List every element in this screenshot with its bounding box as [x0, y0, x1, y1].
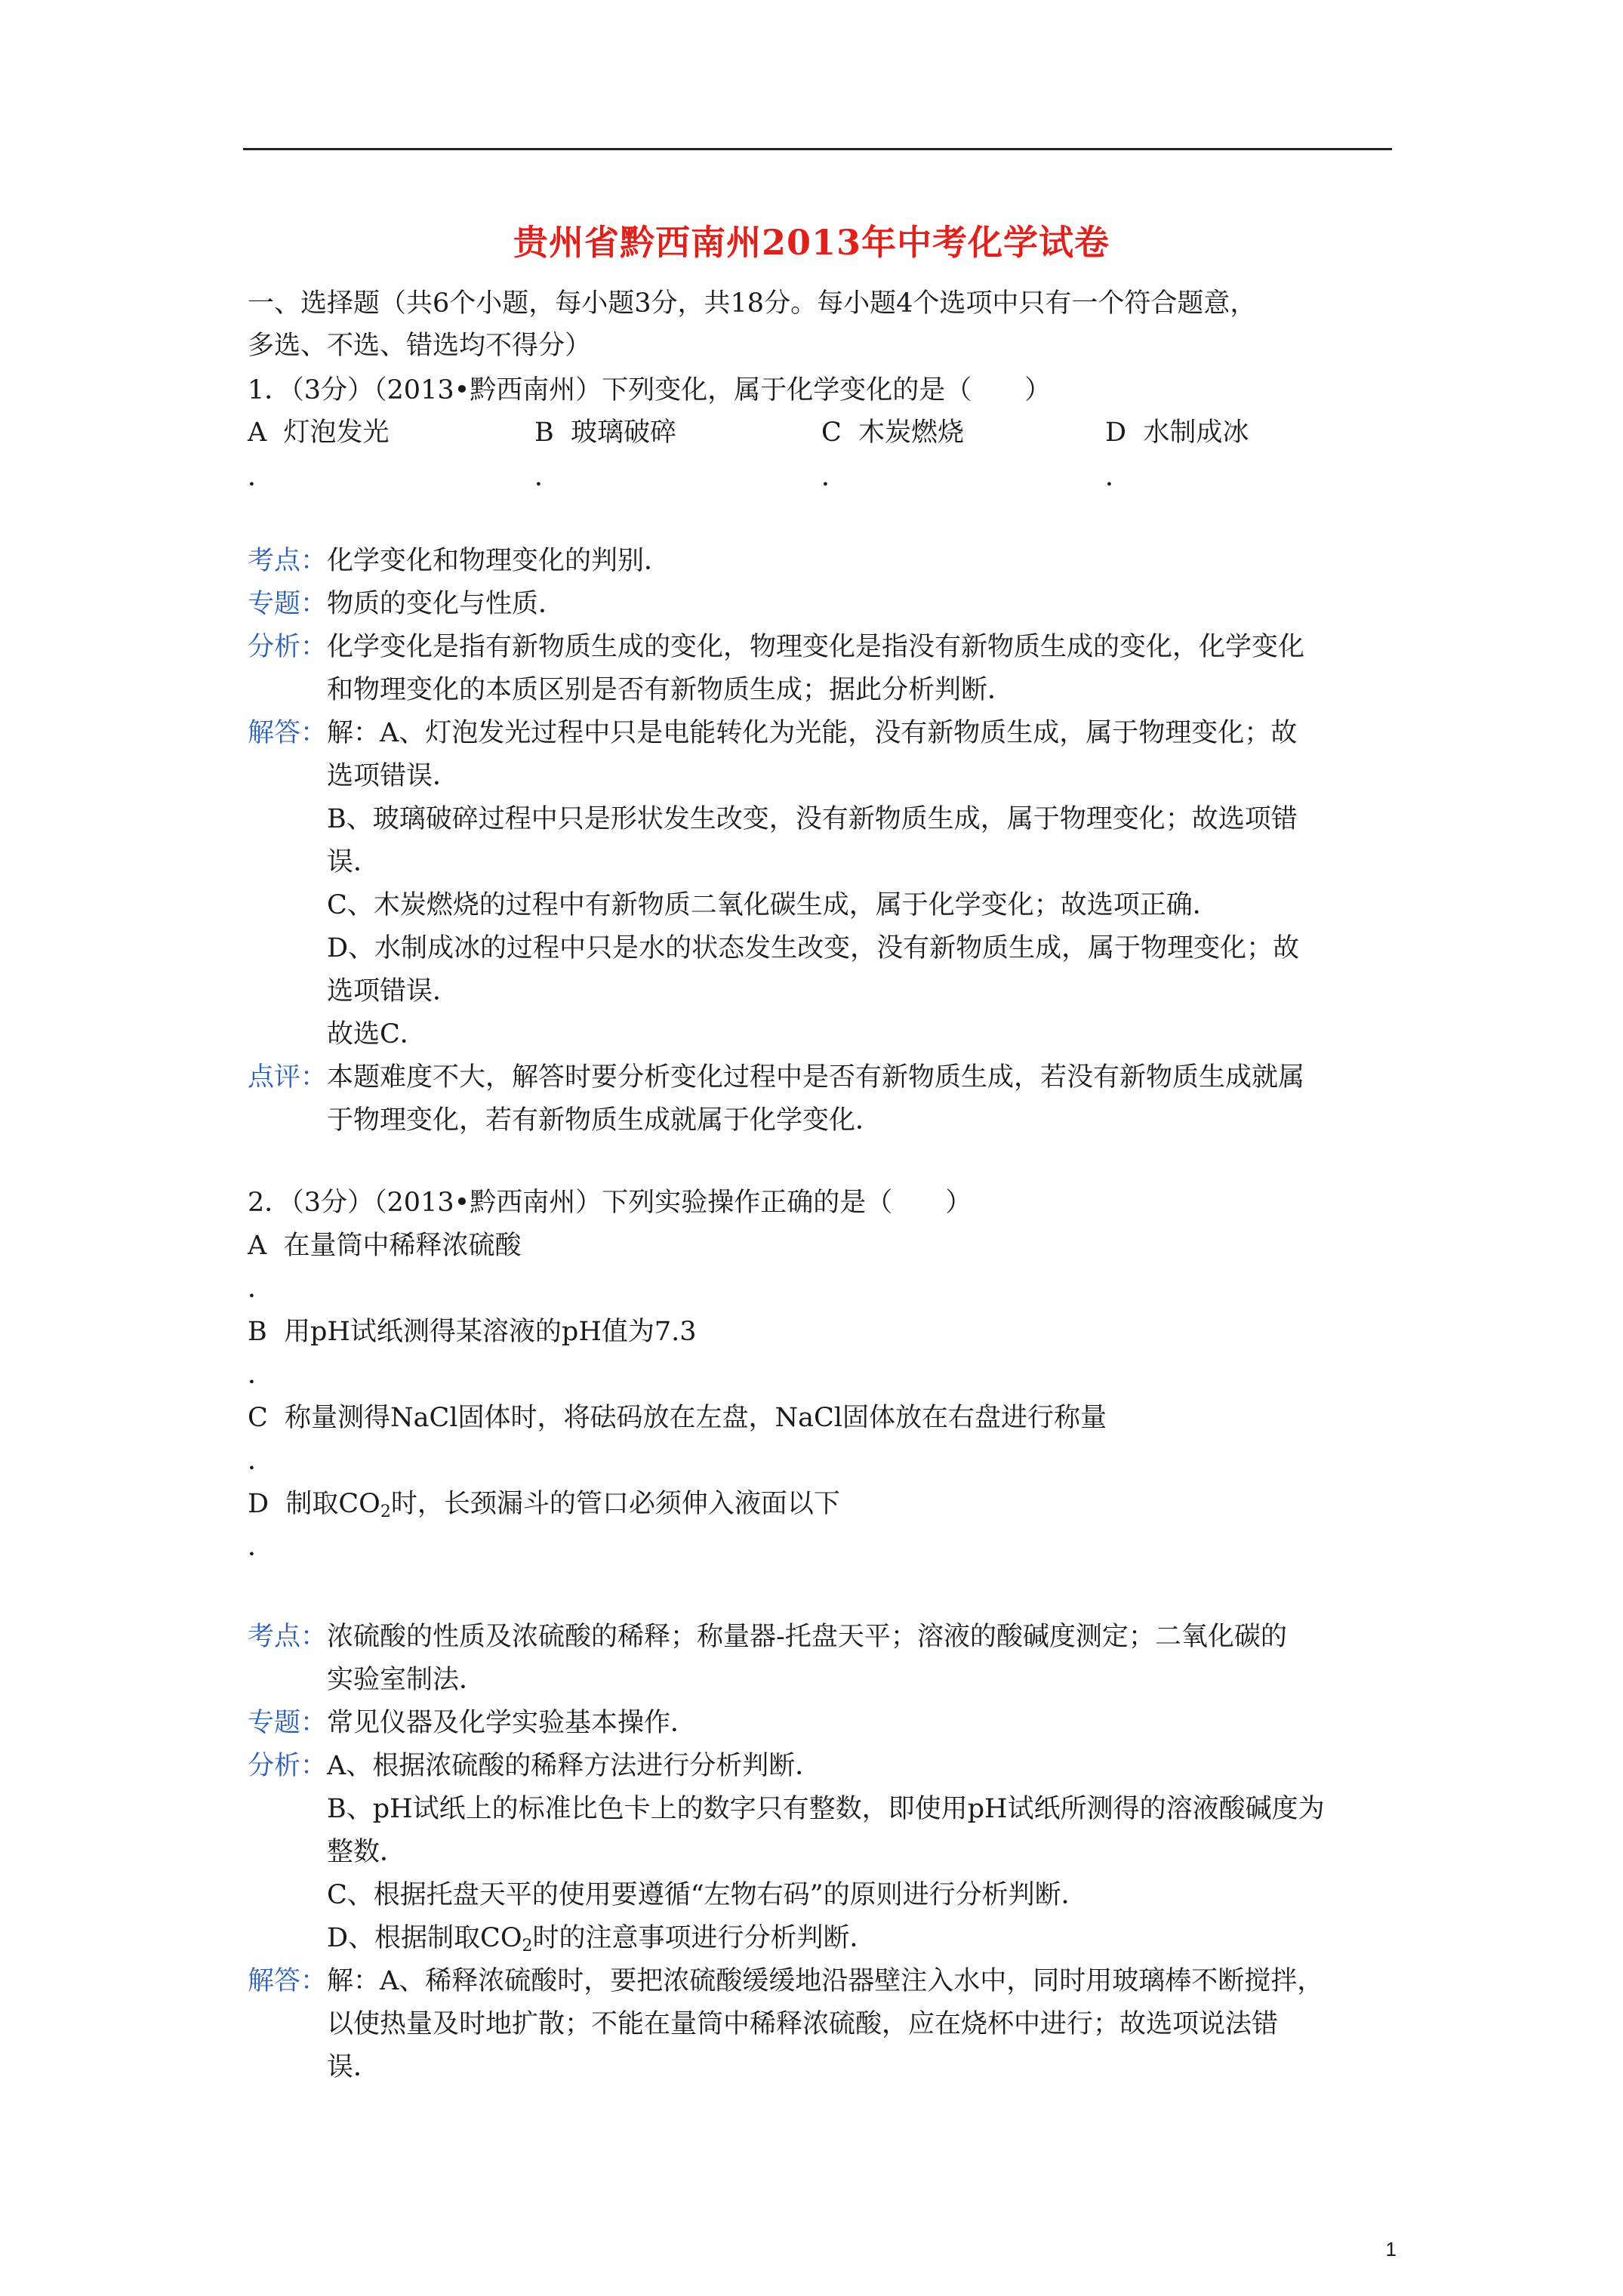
section-heading-cont: 多选、不选、错选均不得分）: [248, 331, 592, 361]
q2-option-a-dot: ．: [248, 1274, 275, 1304]
q2-option-a: A 在量筒中稀释浓硫酸: [248, 1231, 522, 1261]
q2-jieda: 解答：解：A、稀释浓硫酸时，要把浓硫酸缓缓地沿器壁注入水中，同时用玻璃棒不断搅拌，: [248, 1966, 1324, 1996]
q1-dianping: 点评：本题难度不大，解答时要分析变化过程中是否有新物质生成，若没有新物质生成就属: [248, 1062, 1305, 1093]
q2-option-d-dot: ．: [248, 1532, 275, 1562]
q2-jieda-line: 以使热量及时地扩散；不能在量筒中稀释浓硫酸，应在烧杯中进行；故选项说法错: [327, 2009, 1279, 2039]
q2-option-b-dot: ．: [248, 1360, 275, 1390]
q1-option-d-dot: ．: [1105, 462, 1132, 492]
q1-option-b-dot: ．: [534, 462, 562, 492]
q1-dianping-cont: 于物理变化，若有新物质生成就属于化学变化．: [327, 1105, 882, 1136]
top-rule: [243, 148, 1392, 150]
q1-option-c: C 木炭燃烧: [821, 418, 965, 448]
q2-option-b: B 用pH试纸测得某溶液的pH值为7.3: [248, 1317, 697, 1347]
q2-kaodian-cont: 实验室制法．: [327, 1665, 486, 1695]
q2-fenxi: 分析：A、根据浓硫酸的稀释方法进行分析判断．: [248, 1751, 822, 1781]
q1-fenxi-cont: 和物理变化的本质区别是否有新物质生成；据此分析判断．: [327, 675, 1015, 705]
q1-option-c-dot: ．: [821, 462, 848, 492]
q2-fenxi-line: C、根据托盘天平的使用要遵循“左物右码”的原则进行分析判断．: [327, 1880, 1088, 1910]
q2-stem: 2．（3分）（2013•黔西南州）下列实验操作正确的是（ ）: [248, 1188, 972, 1218]
q1-jieda-line: 误．: [327, 847, 380, 877]
q2-zhuanti: 专题：常见仪器及化学实验基本操作．: [248, 1708, 698, 1738]
q1-option-b: B 玻璃破碎: [534, 418, 677, 448]
q1-option-a: A 灯泡发光: [248, 418, 390, 448]
q2-fenxi-line: 整数．: [327, 1837, 407, 1867]
page-number: 1: [1385, 2238, 1397, 2261]
section-heading: 一、选择题（共6个小题，每小题3分，共18分。每小题4个选项中只有一个符合题意，: [248, 288, 1257, 319]
q1-kaodian: 考点：化学变化和物理变化的判别．: [248, 546, 671, 576]
q1-jieda: 解答：解：A、灯泡发光过程中只是电能转化为光能，没有新物质生成，属于物理变化；故: [248, 718, 1298, 748]
q1-jieda-line: D、水制成冰的过程中只是水的状态发生改变，没有新物质生成，属于物理变化；故: [327, 933, 1300, 963]
q1-option-d: D 水制成冰: [1105, 418, 1249, 448]
q1-jieda-line: 选项错误．: [327, 976, 460, 1006]
q2-jieda-line: 误．: [327, 2052, 380, 2082]
q1-stem: 1．（3分）（2013•黔西南州）下列变化，属于化学变化的是（ ）: [248, 375, 1052, 405]
page-title: 贵州省黔西南州2013年中考化学试卷: [513, 222, 1110, 263]
q1-jieda-line: 故选C．: [327, 1019, 427, 1049]
q2-option-c: C 称量测得NaCl固体时，将砝码放在左盘，NaCl固体放在右盘进行称量: [248, 1403, 1107, 1433]
q1-jieda-line: B、玻璃破碎过程中只是形状发生改变，没有新物质生成，属于物理变化；故选项错: [327, 804, 1298, 834]
q1-jieda-line: C、木炭燃烧的过程中有新物质二氧化碳生成，属于化学变化；故选项正确．: [327, 890, 1219, 920]
q2-fenxi-line: B、pH试纸上的标准比色卡上的数字只有整数，即使用pH试纸所测得的溶液酸碱度为: [327, 1794, 1325, 1824]
q1-option-a-dot: ．: [248, 462, 275, 492]
q1-zhuanti: 专题：物质的变化与性质．: [248, 589, 565, 619]
q2-kaodian: 考点：浓硫酸的性质及浓硫酸的稀释；称量器-托盘天平；溶液的酸碱度测定；二氧化碳的: [248, 1622, 1287, 1652]
q2-fenxi-line: D、根据制取$CO_2$时的注意事项进行分析判断．: [327, 1923, 876, 1955]
q2-option-c-dot: ．: [248, 1446, 275, 1476]
q2-option-d: D 制取$CO_2$时，长颈漏斗的管口必须伸入液面以下: [248, 1489, 840, 1521]
q1-jieda-line: 选项错误．: [327, 761, 460, 791]
q1-fenxi: 分析：化学变化是指有新物质生成的变化，物理变化是指没有新物质生成的变化，化学变化: [248, 632, 1305, 662]
